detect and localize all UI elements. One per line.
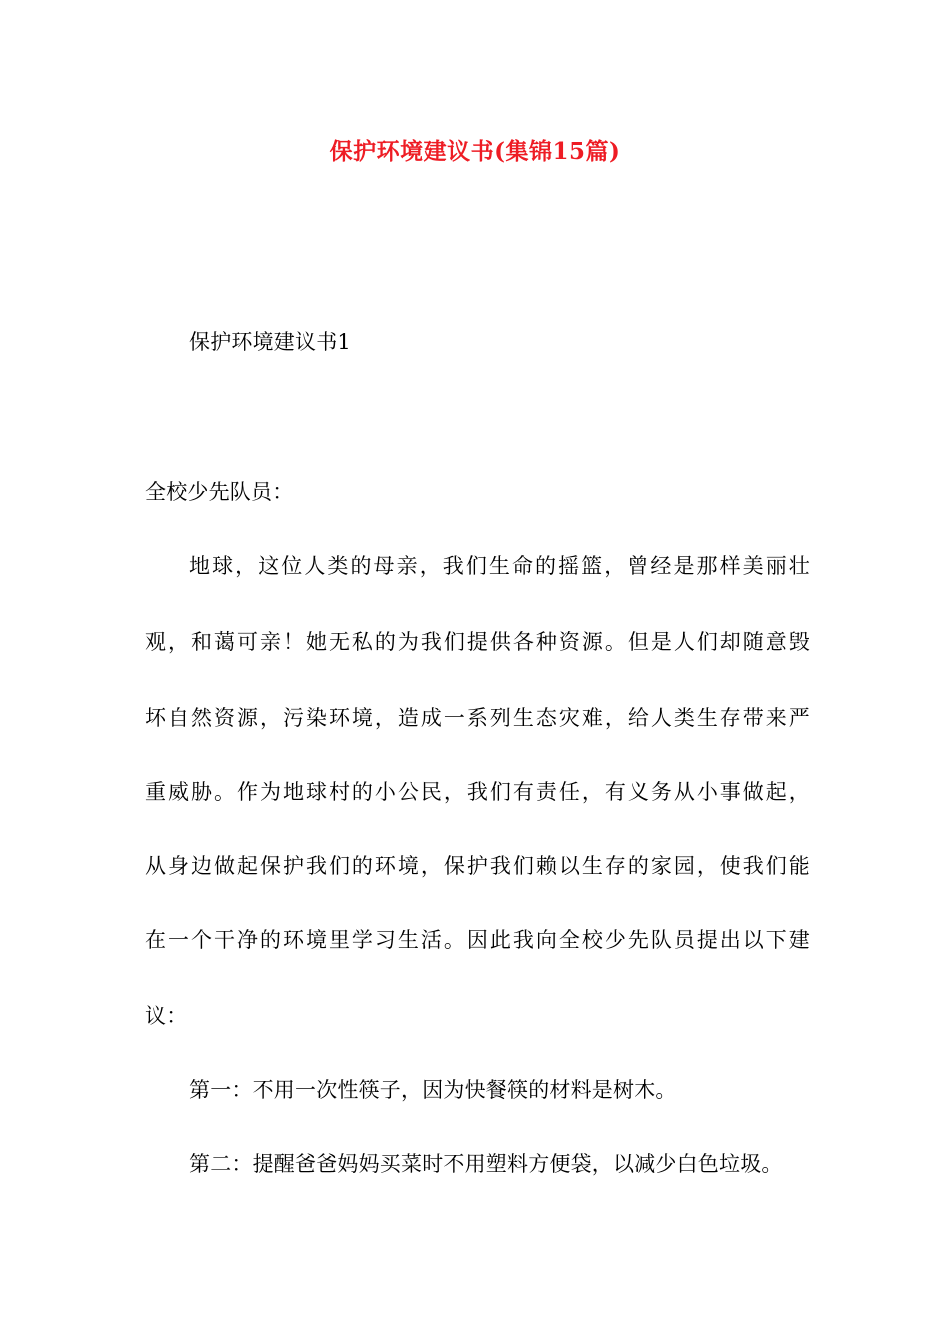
paragraph-line: 观，和蔼可亲！她无私的为我们提供各种资源。但是人们却随意毁 — [145, 630, 810, 654]
paragraph-line: 在一个干净的环境里学习生活。因此我向全校少先队员提出以下建 — [145, 928, 810, 952]
suggestion-item: 第一：不用一次性筷子，因为快餐筷的材料是树木。 — [189, 1078, 677, 1102]
paragraph-line: 议： — [145, 1004, 188, 1028]
section-heading: 保护环境建议书1 — [189, 330, 351, 354]
salutation: 全校少先队员： — [145, 480, 294, 504]
paragraph-line: 地球，这位人类的母亲，我们生命的摇篮，曾经是那样美丽壮 — [189, 554, 810, 578]
paragraph-line: 坏自然资源，污染环境，造成一系列生态灾难，给人类生存带来严 — [145, 706, 810, 730]
paragraph-line: 从身边做起保护我们的环境，保护我们赖以生存的家园，使我们能 — [145, 854, 810, 878]
suggestion-item: 第二：提醒爸爸妈妈买菜时不用塑料方便袋，以减少白色垃圾。 — [189, 1152, 783, 1176]
paragraph-line: 重威胁。作为地球村的小公民，我们有责任，有义务从小事做起， — [145, 780, 810, 804]
document-title: 保护环境建议书(集锦15篇) — [329, 138, 621, 165]
